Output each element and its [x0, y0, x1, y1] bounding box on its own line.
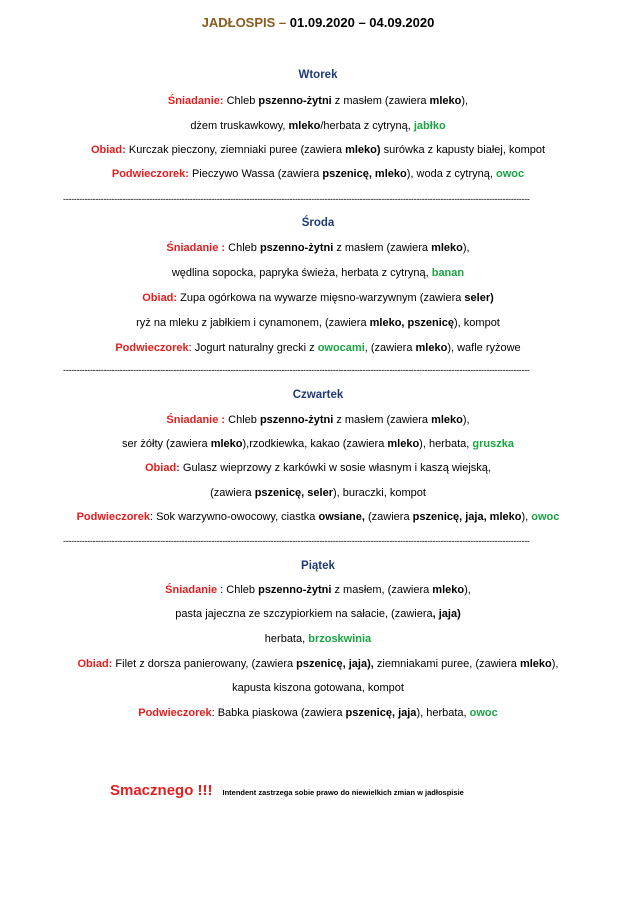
menu-line: Śniadanie : Chleb pszenno-żytni z masłem (zawiera mleko),	[166, 242, 470, 254]
title-dates: 01.09.2020 – 04.09.2020	[289, 15, 435, 30]
footer-note: Intendent zastrzega sobie prawo do niewielkich zmian w jadłospisie	[222, 788, 464, 797]
day-heading-czwartek: Czwartek	[292, 389, 344, 401]
separator-line: -----------------------------------------------------------------------------------------------------------------------------------------------------------------------------	[63, 365, 530, 375]
menu-line: Obiad: Gulasz wieprzowy z karkówki w sosie własnym i kaszą wiejską,	[145, 462, 491, 474]
page-title	[0, 15, 636, 30]
separator-line: -----------------------------------------------------------------------------------------------------------------------------------------------------------------------------	[63, 194, 530, 204]
menu-line: Podwieczorek: Jogurt naturalny grecki z owocami, (zawiera mleko), wafle ryżowe	[115, 342, 521, 354]
title-label: JADŁOSPIS –	[201, 15, 290, 30]
menu-line: kapusta kiszona gotowana, kompot	[232, 682, 404, 694]
menu-line: Podwieczorek: Sok warzywno-owocowy, ciastka owsiane, (zawiera pszenicę, jaja, mleko), owoc	[76, 511, 560, 523]
menu-line: dżem truskawkowy, mleko/herbata z cytryną, jabłko	[190, 120, 446, 132]
menu-line: ser żółty (zawiera mleko),rzodkiewka, kakao (zawiera mleko), herbata, gruszka	[122, 438, 514, 450]
separator-line: -----------------------------------------------------------------------------------------------------------------------------------------------------------------------------	[63, 536, 530, 546]
day-heading-piatek: Piątek	[301, 560, 335, 572]
menu-line: Obiad: Filet z dorsza panierowany, (zawiera pszenicę, jaja), ziemniakami puree, (zawiera mleko),	[77, 658, 559, 670]
menu-line: Śniadanie : Chleb pszenno-żytni z masłem, (zawiera mleko),	[165, 584, 471, 596]
day-heading-sroda: Środa	[301, 217, 335, 229]
menu-line: Śniadanie : Chleb pszenno-żytni z masłem (zawiera mleko),	[166, 414, 470, 426]
day-heading-wtorek: Wtorek	[298, 69, 338, 81]
menu-line: Obiad: Kurczak pieczony, ziemniaki puree (zawiera mleko) surówka z kapusty białej, kompot	[90, 144, 546, 156]
menu-line: Obiad: Zupa ogórkowa na wywarze mięsno-warzywnym (zawiera seler)	[142, 292, 494, 304]
greeting: Smacznego !!!	[110, 782, 213, 799]
menu-line: ryż na mleku z jabłkiem i cynamonem, (zawiera mleko, pszenicę), kompot	[136, 317, 500, 329]
menu-line: wędlina sopocka, papryka świeża, herbata z cytryną, banan	[171, 267, 465, 279]
menu-line: (zawiera pszenicę, seler), buraczki, kompot	[210, 487, 426, 499]
footer	[110, 782, 464, 800]
menu-line: herbata, brzoskwinia	[264, 633, 372, 645]
menu-line: Podwieczorek: Babka piaskowa (zawiera pszenicę, jaja), herbata, owoc	[138, 707, 498, 719]
menu-line: pasta jajeczna ze szczypiorkiem na sałacie, (zawiera, jaja)	[175, 608, 461, 620]
menu-line: Śniadanie: Chleb pszenno-żytni z masłem (zawiera mleko),	[167, 95, 469, 107]
menu-line: Podwieczorek: Pieczywo Wassa (zawiera pszenicę, mleko), woda z cytryną, owoc	[111, 168, 525, 180]
